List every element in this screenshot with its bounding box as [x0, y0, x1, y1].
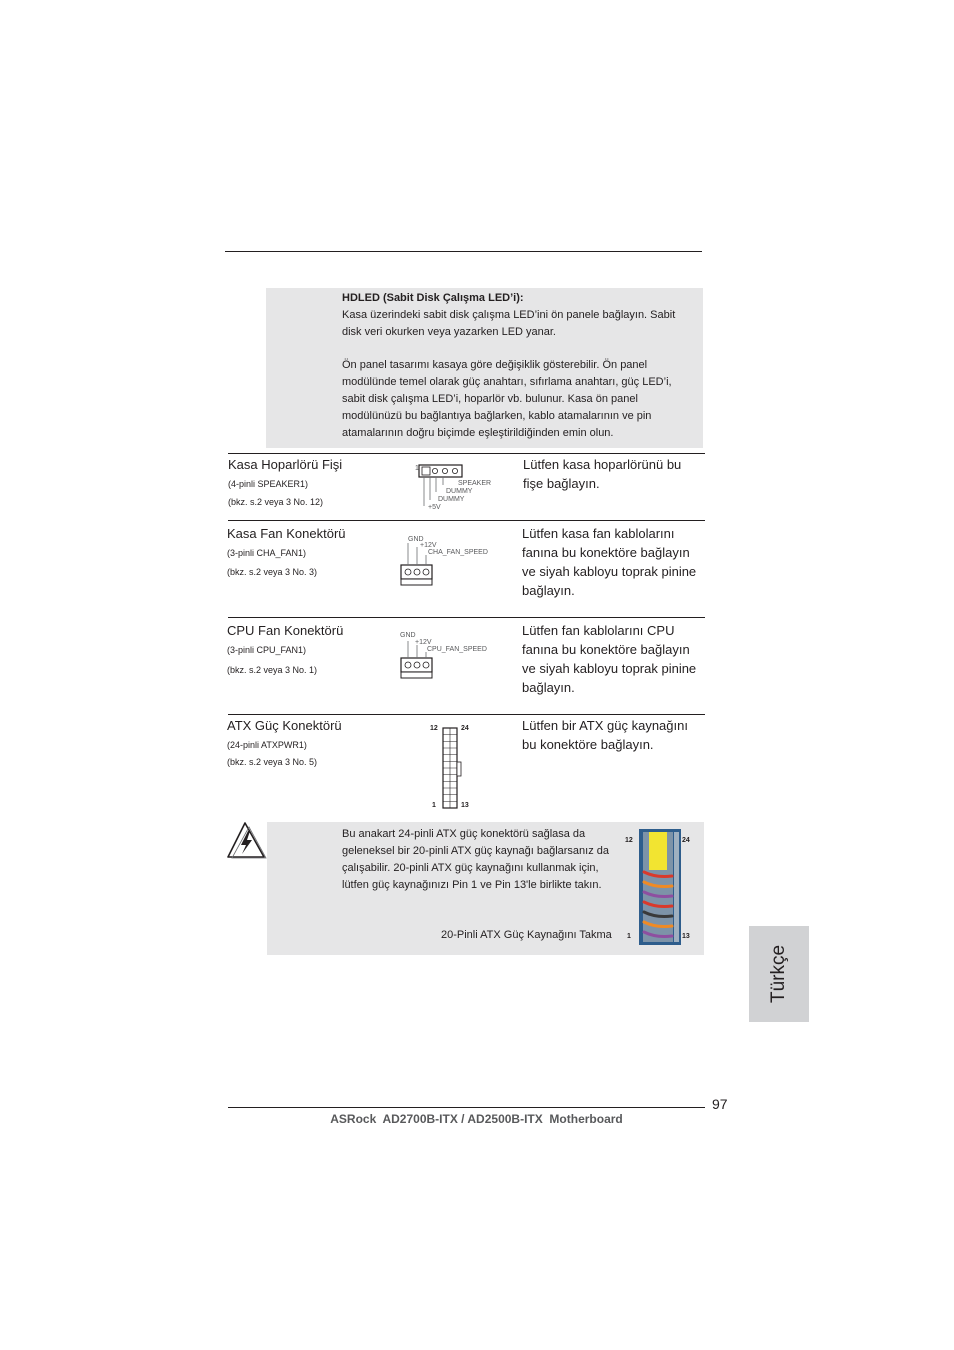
section-rule	[228, 714, 705, 715]
atx-label-12: 12	[430, 725, 438, 732]
dummy-label-2: DUMMY	[438, 496, 465, 503]
language-tab-label: Türkçe	[768, 944, 789, 1004]
connector-ref: (bkz. s.2 veya 3 No. 1)	[227, 665, 318, 675]
connector-pins: (3-pinli CHA_FAN1)	[227, 548, 307, 558]
language-tab	[749, 926, 809, 1022]
connector-pins: (24-pinli ATXPWR1)	[227, 740, 307, 750]
cha-fan-speed-label: CHA_FAN_SPEED	[428, 549, 488, 556]
gnd-label: GND	[408, 536, 424, 543]
connector-name: Kasa Fan Konektörü	[227, 526, 346, 541]
atx-power-diagram	[425, 722, 480, 814]
speaker-pin1-label: 1	[415, 465, 419, 472]
section-rule	[228, 617, 705, 618]
note-text: Bu anakart 24-pinli ATX güç konektörü sağlasa da geleneksel bir 20-pinli ATX güç kaynağı bağlarsanız da çalışabilir. 20-pinli ATX güç kaynağını kullanmak için, lütfen güç kaynağınızı Pin 1 ve Pin 13'le birlikte takın.	[342, 828, 610, 891]
hdled-text-2: Ön panel tasarımı kasaya göre değişiklik gösterebilir. Ön panel modülünde temel olarak güç anahtarı, sıfırlama anahtarı, güç LED’i, sabit disk çalışma LED’i, hoparlör vb. bulunur. Kasa ön panel modülünüzü bu bağlantıya bağlarken, kablo atamalarının ve pin atamalarının doğru biçimde eşleştirildiğinden emin olun.	[342, 359, 672, 439]
connector-name: Kasa Hoparlörü Fişi	[228, 457, 343, 472]
connector-pins: (4-pinli SPEAKER1)	[228, 479, 309, 489]
warning-triangle-graphic	[226, 820, 268, 860]
hdled-title: HDLED (Sabit Disk Çalışma LED’i):	[342, 292, 524, 304]
connector-desc: Lütfen kasa hoparlörünü bu fişe bağlayın.	[523, 457, 682, 491]
photo-label-13: 13	[682, 933, 690, 940]
connector-ref: (bkz. s.2 veya 3 No. 5)	[227, 757, 318, 767]
hdled-text-1: Kasa üzerindeki sabit disk çalışma LED’ini ön panele bağlayın. Sabit disk veri okurken veya yazarken LED yanar.	[342, 309, 676, 338]
plus12v-label: +12V	[415, 639, 432, 646]
page-number: 97	[712, 1096, 728, 1112]
dummy-label-1: DUMMY	[446, 488, 473, 495]
section-rule	[228, 520, 705, 521]
connector-ref: (bkz. s.2 veya 3 No. 12)	[228, 497, 324, 507]
note-caption: 20-Pinli ATX Güç Kaynağını Takma	[441, 929, 612, 941]
plus12v-label: +12V	[420, 542, 437, 549]
connector-pins: (3-pinli CPU_FAN1)	[227, 645, 307, 655]
photo-label-12: 12	[625, 837, 633, 844]
hdled-section	[342, 290, 690, 442]
section-rule	[228, 453, 705, 454]
speaker-label: SPEAKER	[458, 480, 492, 487]
warning-icon	[226, 820, 268, 860]
cha-fan-header-diagram	[398, 533, 498, 589]
footer-rule	[228, 1107, 705, 1108]
cpu-fan-header-diagram	[398, 630, 498, 680]
speaker-header-diagram	[410, 462, 500, 514]
connector-desc: Lütfen fan kablolarını CPU fanına bu konektöre bağlayın ve siyah kabloyu toprak pinine bağlayın.	[522, 623, 697, 695]
connector-desc: Lütfen bir ATX güç kaynağını bu konektöre bağlayın.	[522, 718, 688, 752]
cpu-fan-speed-label: CPU_FAN_SPEED	[427, 646, 487, 653]
footer-title: ASRock AD2700B-ITX / AD2500B-ITX Motherboard	[330, 1112, 623, 1126]
atx-label-1: 1	[432, 802, 436, 809]
photo-label-24: 24	[682, 837, 690, 844]
connector-name: CPU Fan Konektörü	[227, 623, 344, 638]
connector-desc: Lütfen kasa fan kablolarını fanına bu konektöre bağlayın ve siyah kabloyu toprak pinine bağlayın.	[522, 526, 697, 598]
gnd-label: GND	[400, 632, 416, 639]
atx-label-13: 13	[461, 802, 469, 809]
atx-label-24: 24	[461, 725, 469, 732]
top-rule	[225, 251, 702, 252]
atx-pin-graphic	[425, 722, 480, 814]
plus5v-label: +5V	[428, 504, 441, 511]
atx-photo	[620, 826, 700, 948]
photo-label-1: 1	[627, 933, 631, 940]
connector-ref: (bkz. s.2 veya 3 No. 3)	[227, 567, 318, 577]
connector-name: ATX Güç Konektörü	[227, 718, 342, 733]
